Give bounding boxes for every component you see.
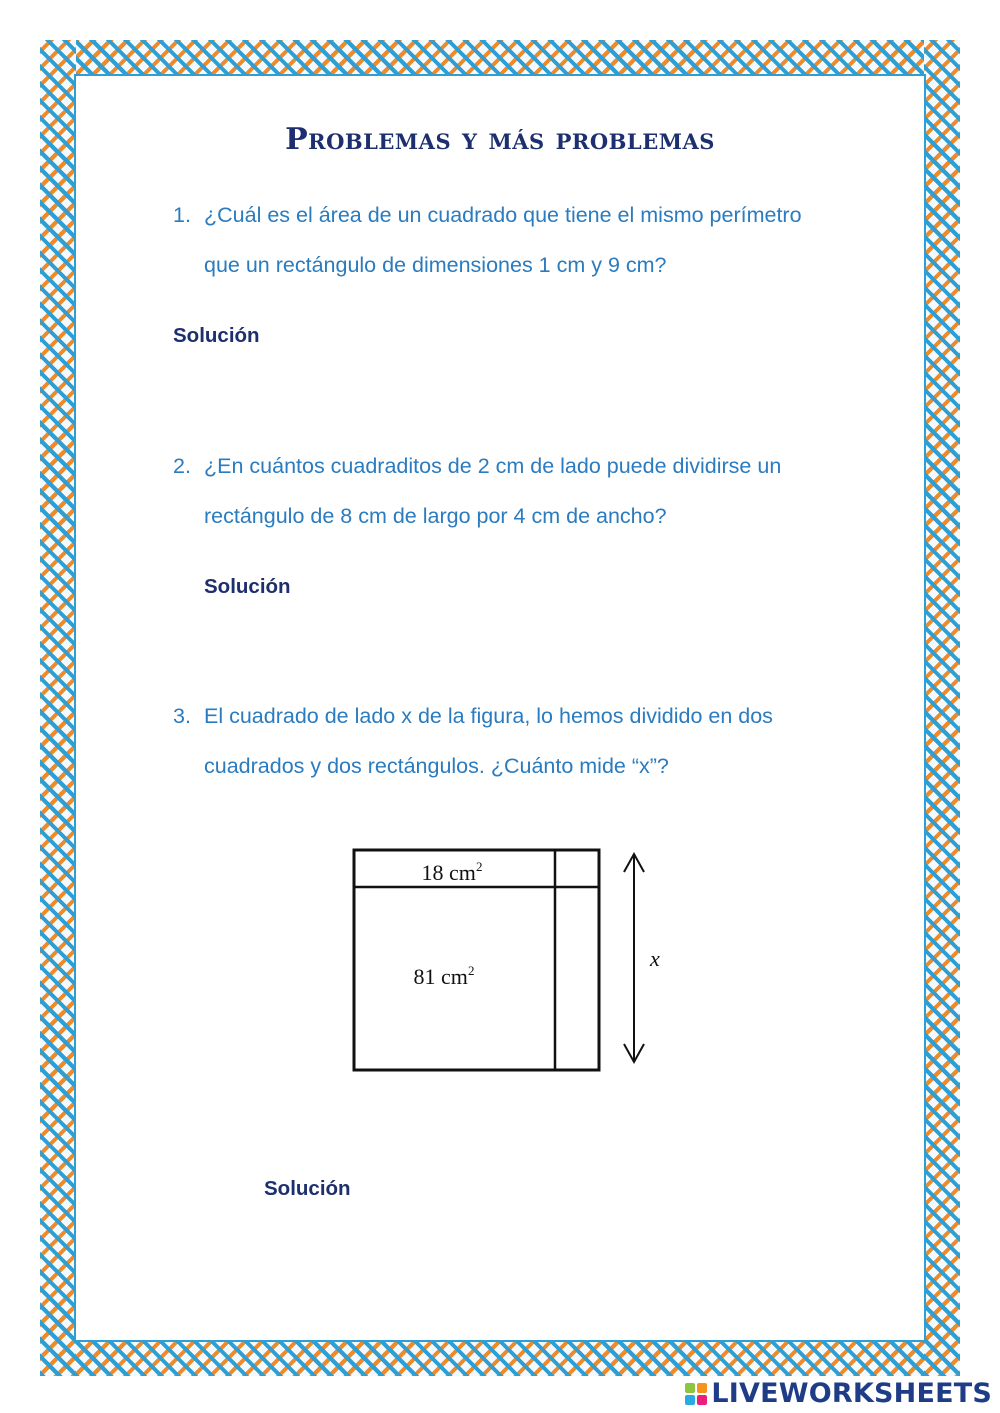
question-2 [173,441,863,541]
border-right [924,40,960,1376]
solution-label-1: Solución [173,324,260,347]
question-number: 1. [173,203,191,227]
question-text-line-2: cuadrados y dos rectángulos. ¿Cuánto mide “x”? [204,754,669,778]
liveworksheets-watermark [685,1378,992,1409]
question-text-line-2: rectángulo de 8 cm de largo por 4 cm de ancho? [204,504,667,528]
square-diagram [340,840,680,1080]
border-left [40,40,76,1376]
solution-label-2: Solución [204,575,291,598]
border-top [40,40,960,76]
question-number: 2. [173,454,191,478]
question-text-line-1: ¿En cuántos cuadraditos de 2 cm de lado puede dividirse un [204,454,782,478]
question-number: 3. [173,704,191,728]
question-text-line-1: El cuadrado de lado x de la figura, lo hemos dividido en dos [204,704,773,728]
top-rectangle-area-label: 18 $cm^2$ [421,859,483,885]
question-text-line-1: ¿Cuál es el área de un cuadrado que tiene el mismo perímetro [204,203,802,227]
side-x-label: x [650,946,660,971]
liveworksheets-logo-icon [685,1383,707,1405]
page-title: Problemas y más problemas [285,122,715,157]
solution-label-3: Solución [264,1177,351,1200]
question-3 [173,691,863,791]
question-1 [173,190,863,290]
question-text-line-2: que un rectángulo de dimensiones 1 cm y 9 cm? [204,253,667,277]
border-bottom [40,1340,960,1376]
outer-square [354,850,599,1070]
big-square-area-label: 81 $cm^2$ [413,963,475,989]
watermark-text: LIVEWORKSHEETS [711,1378,992,1409]
square-diagram-svg [340,840,680,1080]
